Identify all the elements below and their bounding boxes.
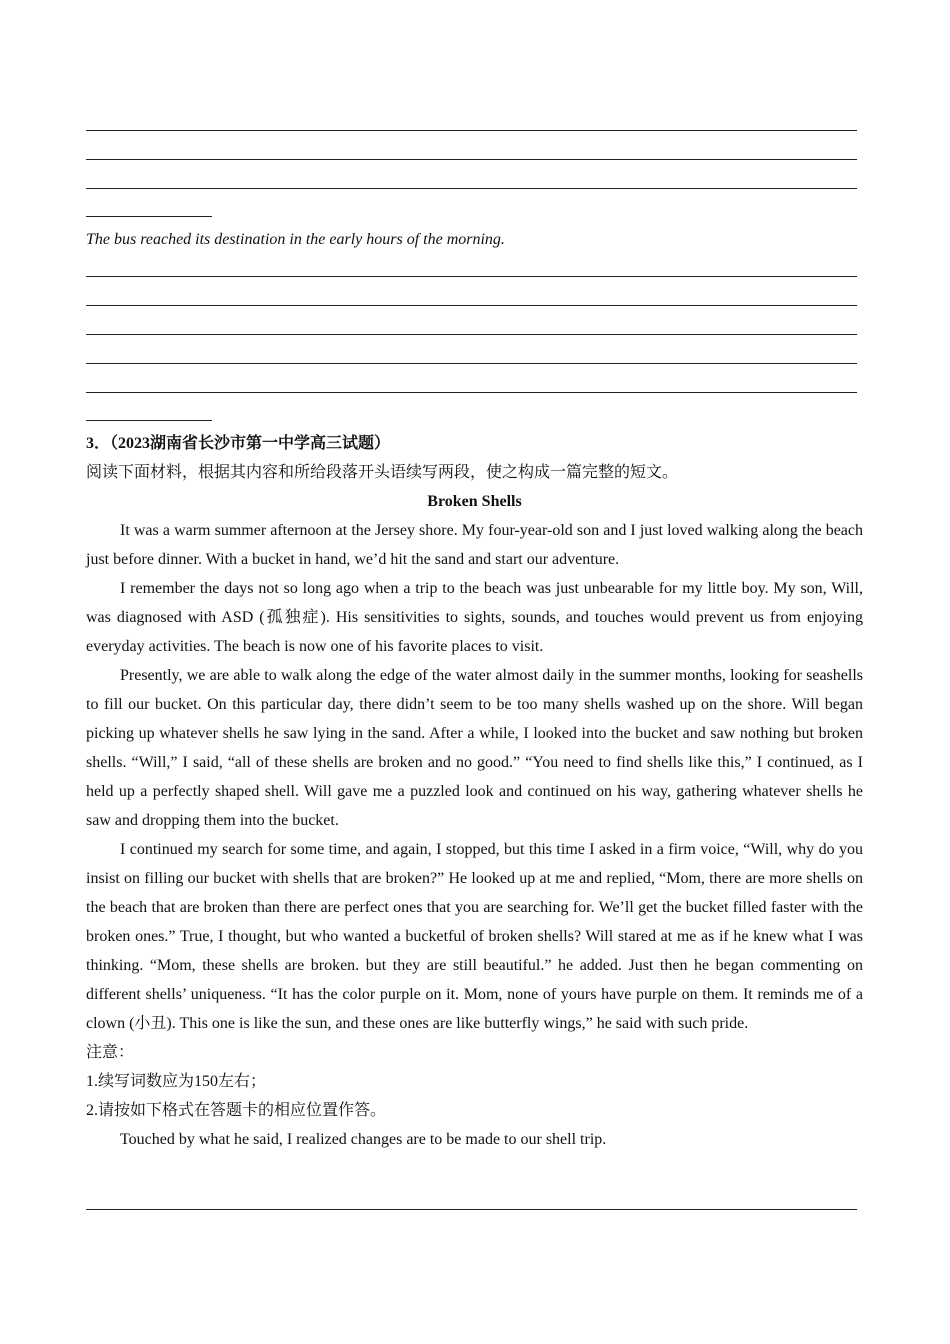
answer-line xyxy=(86,392,857,393)
passage-paragraph: I continued my search for some time, and again, I stopped, but this time I asked in a firm voice, “Will, why do you insist on filling our bucket with shells that are broken?” He looked up at me and replied, “Mom, there are more shells on the beach that are broken than there are perfect ones that you are searching for. We’ll get the bucket filled faster with the broken ones.” True, I thought, but who wanted a bucketful of broken shells? Will stared at me as if he knew what I was thinking. “Mom, these shells are broken. but they are still beautiful.” he added. Just then he began commenting on different shells’ uniqueness. “It has the color purple on it. Mom, none of yours have purple on them. It reminds me of a clown (小丑). This one is like the sun, and these ones are like butterfly wings,” he said with such pride. xyxy=(86,841,863,1032)
passage-paragraph: It was a warm summer afternoon at the Jersey shore. My four-year-old son and I just loved walking along the beach just before dinner. With a bucket in hand, we’d hit the sand and start our adventure. xyxy=(86,522,863,568)
passage-body xyxy=(86,516,863,1154)
question-source: （2023湖南省长沙市第一中学高三试题） xyxy=(110,435,391,452)
answer-line xyxy=(86,159,857,160)
answer-line xyxy=(86,188,857,189)
passage-paragraph: I remember the days not so long ago when a trip to the beach was just unbearable for my little boy. My son, Will, was diagnosed with ASD (孤独症). His sensitivities to sights, sounds, and touches would prevent us from enjoying everyday activities. The beach is now one of his favorite places to visit. xyxy=(86,580,863,655)
passage-paragraph: Presently, we are able to walk along the edge of the water almost daily in the summer months, looking for seashells to fill our bucket. On this particular day, there didn’t seem to be too many shells washed up on the shore. Will began picking up whatever shells he saw lying in the sand. After a while, I looked into the bucket and saw nothing but broken shells. “Will,” I said, “all of these shells are broken and no good.” “You need to find shells like this,” I continued, as I held up a perfectly shaped shell. Will gave me a puzzled look and continued on his way, gathering whatever shells he saw and dropping them into the bucket. xyxy=(86,667,863,829)
note-item: 1.续写词数应为150左右； xyxy=(86,1073,267,1090)
passage-title: Broken Shells xyxy=(427,493,522,510)
answer-line xyxy=(86,1209,857,1210)
note-label: 注意： xyxy=(86,1044,135,1061)
instruction: 阅读下面材料，根据其内容和所给段落开头语续写两段，使之构成一篇完整的短文。 xyxy=(86,464,679,481)
answer-line xyxy=(86,276,857,277)
question-number: 3． xyxy=(86,435,111,452)
answer-line-short xyxy=(86,420,212,421)
question-header xyxy=(86,429,863,458)
answer-line-short xyxy=(86,216,212,217)
answer-line xyxy=(86,363,857,364)
paragraph-prompt: The bus reached its destination in the early hours of the morning. xyxy=(86,231,505,248)
answer-line xyxy=(86,130,857,131)
answer-line xyxy=(86,305,857,306)
answer-line xyxy=(86,334,857,335)
continuation-opening: Touched by what he said, I realized changes are to be made to our shell trip. xyxy=(120,1131,607,1148)
note-item: 2.请按如下格式在答题卡的相应位置作答。 xyxy=(86,1102,387,1119)
